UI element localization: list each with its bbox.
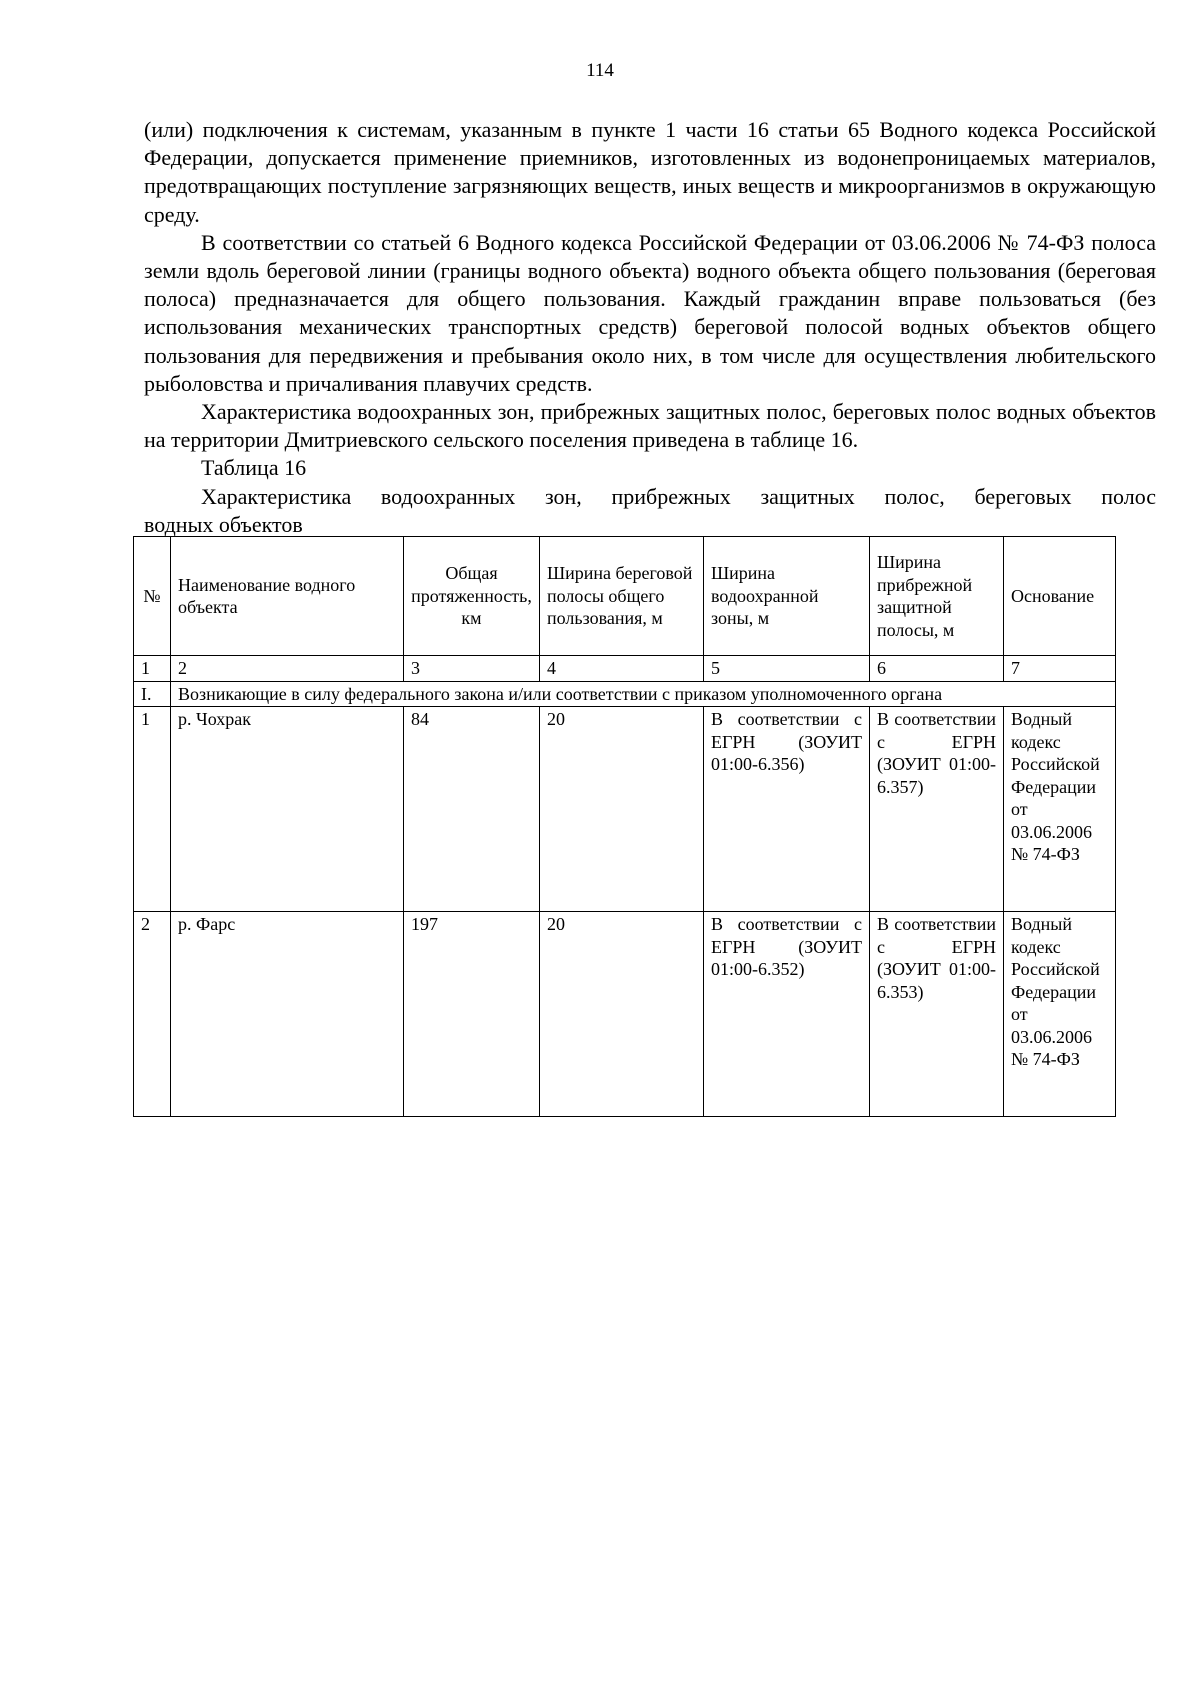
index-cell: 2 [171,656,404,682]
row-shore: 20 [540,912,704,1117]
section-title: Возникающие в силу федерального закона и/или соответствии с приказом уполномоченного органа [171,681,1116,707]
row-name: р. Чохрак [171,707,404,912]
header-basis: Основание [1004,537,1116,656]
table-row [134,707,1116,912]
header-shore: Ширина береговой полосы общего пользования, м [540,537,704,656]
row-strip: В соответствии с ЕГРН (ЗОУИТ 01:00-6.353) [870,912,1004,1117]
index-cell: 4 [540,656,704,682]
row-num: 1 [134,707,171,912]
row-basis: Водный кодекс Российской Федерации от 03.06.2006 № 74-ФЗ [1004,707,1116,912]
table-label: Таблица 16 [201,455,307,481]
body-text [144,116,1156,539]
table-caption-line-2: водных объектов [144,511,303,537]
table-row [134,912,1116,1117]
index-cell: 1 [134,656,171,682]
row-name: р. Фарс [171,912,404,1117]
water-bodies-table [133,536,1116,1117]
row-num: 2 [134,912,171,1117]
row-zone: В соответствии с ЕГРН (ЗОУИТ 01:00-6.356) [704,707,870,912]
table-index-row [134,656,1116,682]
row-shore: 20 [540,707,704,912]
paragraph-1: (или) подключения к системам, указанным в пункте 1 части 16 статьи 65 Водного кодекса Российской Федерации, допускается применение приемников, изготовленных из водонепроницаемых материалов, предотвращающих поступление загрязняющих веществ, иных веществ и микроорганизмов в окружающую среду. [144,117,1156,227]
header-name: Наименование водного объекта [171,537,404,656]
page-number: 114 [586,60,614,81]
table-header-row [134,537,1116,656]
index-cell: 6 [870,656,1004,682]
header-num: № [134,537,171,656]
row-basis: Водный кодекс Российской Федерации от 03.06.2006 № 74-ФЗ [1004,912,1116,1117]
index-cell: 3 [404,656,540,682]
header-zone: Ширина водоохранной зоны, м [704,537,870,656]
row-strip: В соответствии с ЕГРН (ЗОУИТ 01:00-6.357) [870,707,1004,912]
index-cell: 7 [1004,656,1116,682]
paragraph-2: В соответствии со статьей 6 Водного кодекса Российской Федерации от 03.06.2006 № 74-ФЗ полоса земли вдоль береговой линии (границы водного объекта) водного объекта общего пользования (береговая полоса) предназначается для общего пользования. Каждый гражданин вправе пользоваться (без использования механических транспортных средств) береговой полосой водных объектов общего пользования для передвижения и пребывания около них, в том числе для осуществления любительского рыболовства и причаливания плавучих средств. [144,229,1156,396]
header-strip: Ширина прибрежной защитной полосы, м [870,537,1004,656]
index-cell: 5 [704,656,870,682]
table-caption-line-1: Характеристика водоохранных зон, прибрежных защитных полос, береговых полос [201,483,1156,509]
row-length: 197 [404,912,540,1117]
header-length: Общая протяженность, км [404,537,540,656]
section-num: I. [134,681,171,707]
table-section-row [134,681,1116,707]
row-length: 84 [404,707,540,912]
row-zone: В соответствии с ЕГРН (ЗОУИТ 01:00-6.352) [704,912,870,1117]
paragraph-3: Характеристика водоохранных зон, прибрежных защитных полос, береговых полос водных объектов на территории Дмитриевского сельского поселения приведена в таблице 16. [144,399,1156,453]
